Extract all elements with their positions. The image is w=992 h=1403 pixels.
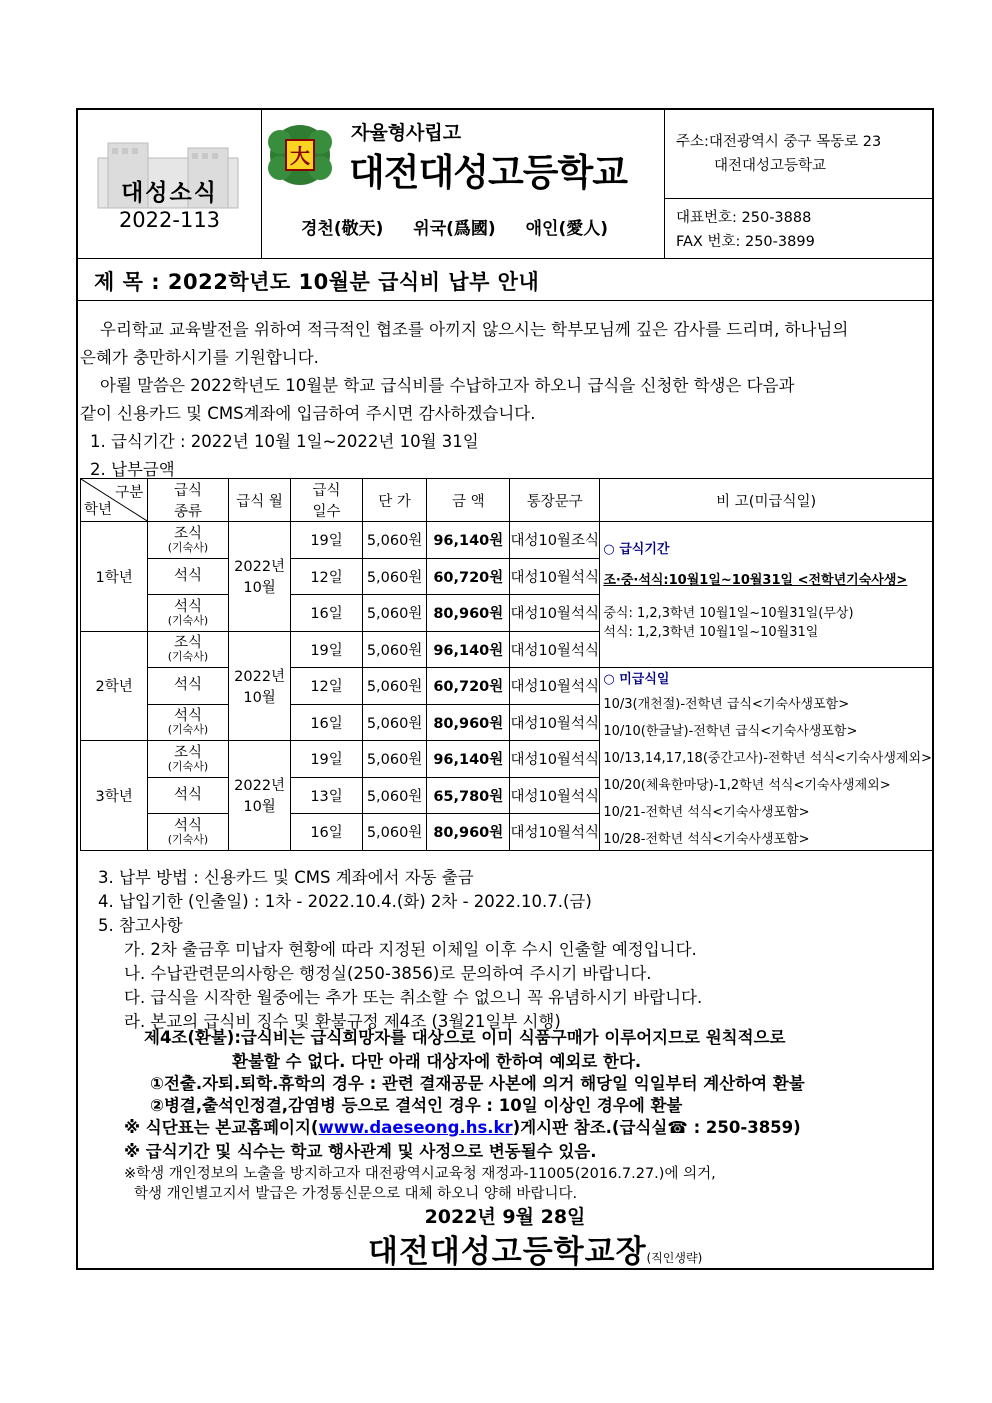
privacy-line2: 학생 개인별고지서 발급은 가정통신문으로 대체 하오니 양해 바랍니다. [134,1186,578,1202]
bank-memo-cell: 대성10월석식 [510,631,600,668]
meal-days-cell: 16일 [291,704,362,741]
bank-memo-cell: 대성10월석식 [510,814,600,851]
meal-month-cell: 2022년 10월 [228,522,291,632]
svg-text:大: 大 [290,144,310,168]
address-line2: 대전대성고등학교 [714,158,827,174]
bank-memo-cell: 대성10월석식 [510,668,600,705]
reference-title: 5. 참고사항 [98,916,183,935]
principal-signature: 대전대성고등학교장(직인생략) [368,1234,703,1270]
amount-cell: 96,140원 [427,522,510,559]
intro-line2: 은혜가 충만하시기를 기원합니다. [80,348,319,367]
document-frame [76,108,934,1270]
privacy-line1: ※학생 개인정보의 노출을 방지하고자 대전광역시교육청 재정과-11005(2016.7.27.)에 의거, [124,1166,716,1182]
meal-days-cell: 16일 [291,814,362,851]
grade-cell: 2학년 [81,631,148,741]
meal-kind-cell: 석식 [148,777,229,814]
header-note: 비 고(미급식일) [600,479,933,522]
meal-kind-cell: 조식 (기숙사) [148,631,229,668]
phone-number: 대표번호: 250-3888 [676,210,812,226]
subject-bar [78,258,932,301]
issue-date: 2022년 9월 28일 [424,1206,586,1228]
meal-month-cell: 2022년 10월 [228,631,291,741]
header-days: 급식 일수 [291,479,362,522]
meal-kind-cell: 석식 (기숙사) [148,814,229,851]
meal-days-cell: 12일 [291,558,362,595]
bank-memo-cell: 대성10월석식 [510,777,600,814]
ref-item-da: 다. 급식을 시작한 월중에는 추가 또는 취소할 수 없으니 꼭 유념하시기 바랍니다. [124,988,703,1007]
amount-cell: 96,140원 [427,741,510,778]
homepage-link[interactable]: www.daeseong.hs.kr [318,1118,513,1137]
ref-item-ga: 가. 2차 출금후 미납자 현황에 따라 지정된 이체일 이후 수시 인출할 예정입니다. [124,940,697,959]
header-month: 급식 월 [228,479,291,522]
header [78,110,932,259]
amount-title: 2. 납부금액 [90,460,175,479]
meal-kind-cell: 조식 (기숙사) [148,522,229,559]
refund-case1: ①전출.자퇴.퇴학.휴학의 경우 : 관련 결재공문 사본에 의거 해당일 익일부터 계산하여 환불 [150,1074,805,1093]
address-line1: 주소:대전광역시 중구 목동로 23 [676,134,882,150]
intro-line1: 우리학교 교육발전을 위하여 적극적인 협조를 아끼지 않으시는 학부모님께 깊은 감사를 드리며, 하나님의 [100,320,849,339]
amount-cell: 80,960원 [427,704,510,741]
intro-line3: 아뢸 말씀은 2022학년도 10월분 학교 급식비를 수납하고자 하오니 급식을 신청한 학생은 다음과 [100,376,795,395]
unit-price-cell: 5,060원 [362,704,427,741]
meal-days-cell: 12일 [291,668,362,705]
table-row [81,668,933,705]
payment-deadline: 4. 납입기한 (인출일) : 1차 - 2022.10.4.(화) 2차 - 2022.10.7.(금) [98,892,592,911]
menu-notice: ※ 식단표는 본교홈페이지(www.daeseong.hs.kr)게시판 참조.(급식실☎ : 250-3859) [124,1118,801,1137]
note-period-cell: ○ 급식기간 조·중·석식:10월1일~10월31일 <전학년기숙사생> 중식: 1,2,3학년 10월1일~10월31일(무상) 석식: 1,2,3학년 10월1일~10월31일 [600,522,933,668]
school-type: 자율형사립고 [351,122,462,144]
intro-line4: 같이 신용카드 및 CMS계좌에 입금하여 주시면 감사하겠습니다. [80,404,536,423]
fax-number: FAX 번호: 250-3899 [676,234,815,250]
unit-price-cell: 5,060원 [362,777,427,814]
bank-memo-cell: 대성10월석식 [510,595,600,632]
school-logo-icon [266,122,334,188]
ref-item-na: 나. 수납관련문의사항은 행정실(250-3856)로 문의하여 주시기 바랍니다. [124,964,652,983]
grade-cell: 1학년 [81,522,148,632]
unit-price-cell: 5,060원 [362,668,427,705]
meal-kind-cell: 석식 [148,558,229,595]
unit-price-cell: 5,060원 [362,522,427,559]
amount-cell: 80,960원 [427,595,510,632]
unit-price-cell: 5,060원 [362,814,427,851]
article4-line1: 제4조(환불):급식비는 급식희망자를 대상으로 이미 식품구매가 이루어지므로 원칙적으로 [144,1028,786,1047]
header-diagonal-cell: 구분 학년 [81,479,148,522]
amount-cell: 65,780원 [427,777,510,814]
meal-period: 1. 급식기간 : 2022년 10월 1일~2022년 10월 31일 [90,432,479,451]
meal-kind-cell: 석식 (기숙사) [148,704,229,741]
meal-days-cell: 13일 [291,777,362,814]
newsletter-number: 2022-113 [118,208,221,232]
payment-method: 3. 납부 방법 : 신용카드 및 CMS 계좌에서 자동 출금 [98,868,474,887]
amount-cell: 60,720원 [427,668,510,705]
subject-title: 제 목 : 2022학년도 10월분 급식비 납부 안내 [94,270,540,294]
school-name: 대전대성고등학교 [349,151,627,194]
header-kind: 급식 종류 [148,479,229,522]
table-row [81,522,933,559]
change-notice: ※ 급식기간 및 식수는 학교 행사관계 및 사정으로 변동될수 있음. [124,1142,597,1161]
meal-days-cell: 16일 [291,595,362,632]
school-cell [261,110,665,258]
meal-month-cell: 2022년 10월 [228,741,291,851]
meal-kind-cell: 석식 [148,668,229,705]
header-price: 단 가 [362,479,427,522]
newsletter-cell [78,110,262,258]
amount-cell: 80,960원 [427,814,510,851]
school-motto: 경천(敬天) 위국(爲國) 애인(愛人) [301,219,608,239]
unit-price-cell: 5,060원 [362,595,427,632]
ref-item-ra: 라. 본교의 급식비 징수 및 환불규정 제4조 (3월21일부 시행) [124,1012,561,1031]
amount-cell: 60,720원 [427,558,510,595]
refund-case2: ②병결,출석인정결,감염병 등으로 결석인 경우 : 10일 이상인 경우에 환불 [150,1096,683,1115]
newsletter-title: 대성소식 [121,180,218,206]
grade-cell: 3학년 [81,741,148,851]
meal-days-cell: 19일 [291,741,362,778]
unit-price-cell: 5,060원 [362,741,427,778]
article4-line2: 환불할 수 없다. 다만 아래 대상자에 한하여 예외로 한다. [232,1052,642,1071]
amount-cell: 96,140원 [427,631,510,668]
header-bank-memo: 통장문구 [510,479,600,522]
meal-kind-cell: 조식 (기숙사) [148,741,229,778]
meal-days-cell: 19일 [291,522,362,559]
header-amount: 금 액 [427,479,510,522]
bank-memo-cell: 대성10월석식 [510,704,600,741]
meal-kind-cell: 석식 (기숙사) [148,595,229,632]
bank-memo-cell: 대성10월석식 [510,741,600,778]
unit-price-cell: 5,060원 [362,558,427,595]
unit-price-cell: 5,060원 [362,631,427,668]
bank-memo-cell: 대성10월조식 [510,522,600,559]
bank-memo-cell: 대성10월석식 [510,558,600,595]
note-nomeal-cell: ○ 미급식일 10/3(개천절)-전학년 급식<기숙사생포함> 10/10(한글날)-전학년 급식<기숙사생포함> 10/13,14,17,18(중간고사)-전학년 석식<기숙사생제외> 10/20(체육한마당)-1,2학년 석식<기숙사생제외> 10/21-전학년 석식<기숙사생포함> 10/28-전학년 석식<기숙사생포함> [600,668,933,851]
contact-cell [664,110,932,258]
meal-days-cell: 19일 [291,631,362,668]
meal-fee-table [80,478,933,851]
